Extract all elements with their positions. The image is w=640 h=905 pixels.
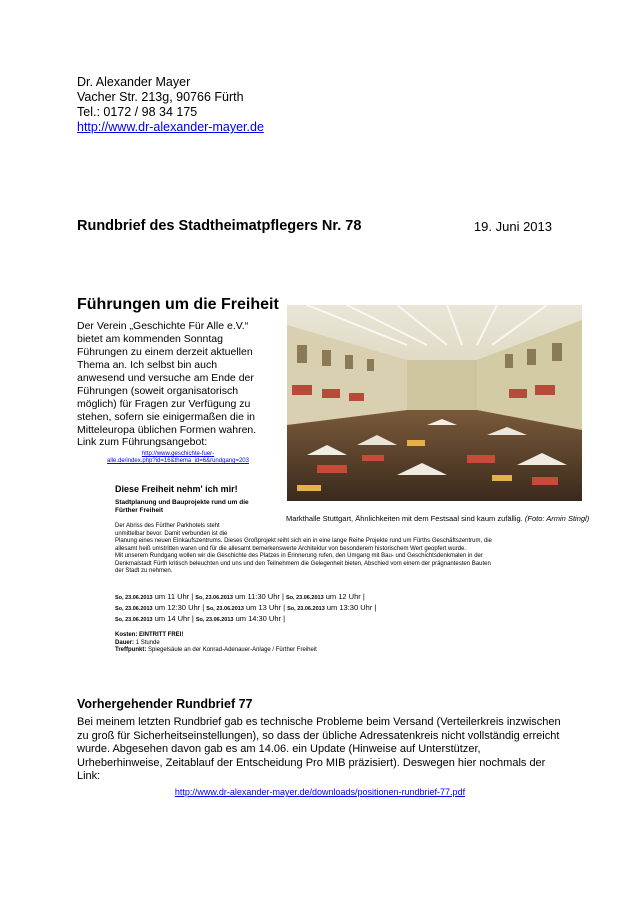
market-hall-photo-drawing xyxy=(287,305,582,501)
tours-link-label: Link zum Führungsangebot: xyxy=(77,436,208,448)
tour-info xyxy=(115,632,317,655)
flyer-description xyxy=(115,523,565,576)
flyer-subhead: Stadtplanung und Bauprojekte rund um die Fürther Freiheit xyxy=(115,499,249,514)
flyer-line: Mit unserem Rundgang wollen wir die Geschichte des Platzes in Erinnerung rufen, den Umgang mit Bau- und Geschichtsdenkmalen in der xyxy=(115,553,483,559)
tour-duration xyxy=(115,640,317,648)
tour-cost xyxy=(115,632,317,640)
market-hall-photo xyxy=(287,305,582,501)
sender-street: Vacher Str. 213g, 90766 Fürth xyxy=(77,90,244,104)
newsletter-title: Rundbrief des Stadtheimatpflegers Nr. 78 xyxy=(77,218,362,234)
flyer-line: Planung eines neuen Einkaufszentrums. Dieses Großprojekt reiht sich ein in eine lange Reihe Projekte rund um Fürths Geschäftszentrum, die xyxy=(115,538,492,544)
newsletter-date: 19. Juni 2013 xyxy=(473,219,552,234)
flyer-line: unmittelbar bevor. Damit verbunden ist die xyxy=(115,530,228,537)
tours-link-line-2[interactable]: alle.de/index.php?id=16&thema_id=6&rundgang=203 xyxy=(107,458,249,464)
tour-meeting-point xyxy=(115,647,317,655)
tour-day: So, 23.06.2013 xyxy=(115,595,153,601)
photo-caption-text: Markthalle Stuttgart, Ähnlichkeiten mit dem Festsaal sind kaum zufällig. xyxy=(286,514,523,523)
tour-duration-value: 1 Stunde xyxy=(135,639,160,646)
photo-caption xyxy=(286,514,589,523)
tours-link-line-1[interactable]: http://www.geschichte-fuer- xyxy=(141,451,215,457)
tour-time: um 12:30 Uhr xyxy=(152,603,201,612)
tour-day: So, 23.06.2013 xyxy=(115,617,153,623)
tour-meeting-label: Treffpunkt: xyxy=(115,647,147,653)
sender-address xyxy=(77,75,264,135)
tour-times xyxy=(115,592,376,625)
section-heading-previous: Vorhergehender Rundbrief 77 xyxy=(77,697,253,711)
photo-credit: (Foto: Armin Stingl) xyxy=(524,514,590,523)
section-heading-tours: Führungen um die Freiheit xyxy=(77,296,279,313)
sender-phone: Tel.: 0172 / 98 34 175 xyxy=(77,105,198,119)
flyer-line: Denkmalstadt Fürth kritisch beleuchten und uns und den Teilnehmern die Gelegenheit bieten, Abschied vom einem der prägnantesten Bauten xyxy=(115,560,491,567)
tour-cost-value: EINTRITT FREI! xyxy=(139,632,184,638)
tours-link[interactable] xyxy=(88,451,268,465)
sender-name: Dr. Alexander Mayer xyxy=(77,75,191,89)
tour-day: So, 23.06.2013 xyxy=(287,606,325,612)
sender-website-link[interactable]: http://www.dr-alexander-mayer.de xyxy=(77,120,264,134)
tour-day: So, 23.06.2013 xyxy=(115,606,153,612)
flyer-line: der Stadt zu nehmen. xyxy=(115,568,173,574)
tours-intro-text: Der Verein „Geschichte Für Alle e.V.“ bietet am kommenden Sonntag Führungen zu einem derzeit aktuellen Thema an. Ich selbst bin auch anwesend und versuche am Ende der Führungen (soweit organisatorisch möglich) für Fragen zur Verfügung zu stehen, sofern sie einigermaßen die in Mitteleuropa üblichen Formen wahren. xyxy=(77,320,257,436)
flyer-headline: Diese Freiheit nehm' ich mir! xyxy=(115,484,238,494)
tour-day: So, 23.06.2013 xyxy=(195,617,234,623)
tour-time: um 13:30 Uhr xyxy=(324,603,373,612)
tour-cost-label: Kosten: xyxy=(115,632,138,638)
tour-day: So, 23.06.2013 xyxy=(206,606,244,612)
flyer-line: allesamt heiß umstritten waren und für die allesamt bemerkenswerte Architektur von besonderem historischem Wert geopfert wurde. xyxy=(115,545,467,552)
tour-day: So, 23.06.2013 xyxy=(286,595,324,601)
tour-duration-label: Dauer: xyxy=(115,639,135,646)
tour-meeting-value: Spiegelsäule an der Konrad-Adenauer-Anlage / Fürther Freiheit xyxy=(148,647,317,653)
previous-newsletter-link-wrap xyxy=(0,787,640,797)
previous-newsletter-text: Bei meinem letzten Rundbrief gab es technische Probleme beim Versand (Verteilerkreis inzwischen zu groß für Sicherheitseinstellungen), so dass der übliche Adressatenkreis nicht vollständig erreicht wurde. Abgesehen davon gab es am 14.06. ein Update (Hinweise auf Unterstützer, Urheberhinweise, Zeitablauf der Entscheidung Pro MIB präzisiert). Deswegen hier nochmals der Link: xyxy=(77,716,561,782)
previous-newsletter-link[interactable]: http://www.dr-alexander-mayer.de/downloads/positionen-rundbrief-77.pdf xyxy=(174,787,466,797)
tour-times-row: So, 23.06.2013 um 11 Uhr | So, 23.06.2013 um 11:30 Uhr | So, 23.06.2013 um 12 Uhr | xyxy=(115,592,365,601)
tour-times-row: So, 23.06.2013 um 12:30 Uhr | So, 23.06.2013 um 13 Uhr | So, 23.06.2013 um 13:30 Uhr | xyxy=(115,603,377,612)
tour-time: um 11 Uhr xyxy=(152,592,190,601)
tour-day: So, 23.06.2013 xyxy=(195,595,233,601)
flyer-line: Der Abriss des Fürther Parkhotels steht xyxy=(115,523,220,529)
tour-time: um 14 Uhr xyxy=(152,614,190,623)
tour-times-row: So, 23.06.2013 um 14 Uhr | So, 23.06.2013 um 14:30 Uhr | xyxy=(115,614,286,623)
tour-time: um 11:30 Uhr xyxy=(232,592,280,601)
tour-time: um 13 Uhr xyxy=(243,603,282,612)
tour-time: um 14:30 Uhr xyxy=(233,614,282,623)
tour-time: um 12 Uhr xyxy=(323,592,361,601)
